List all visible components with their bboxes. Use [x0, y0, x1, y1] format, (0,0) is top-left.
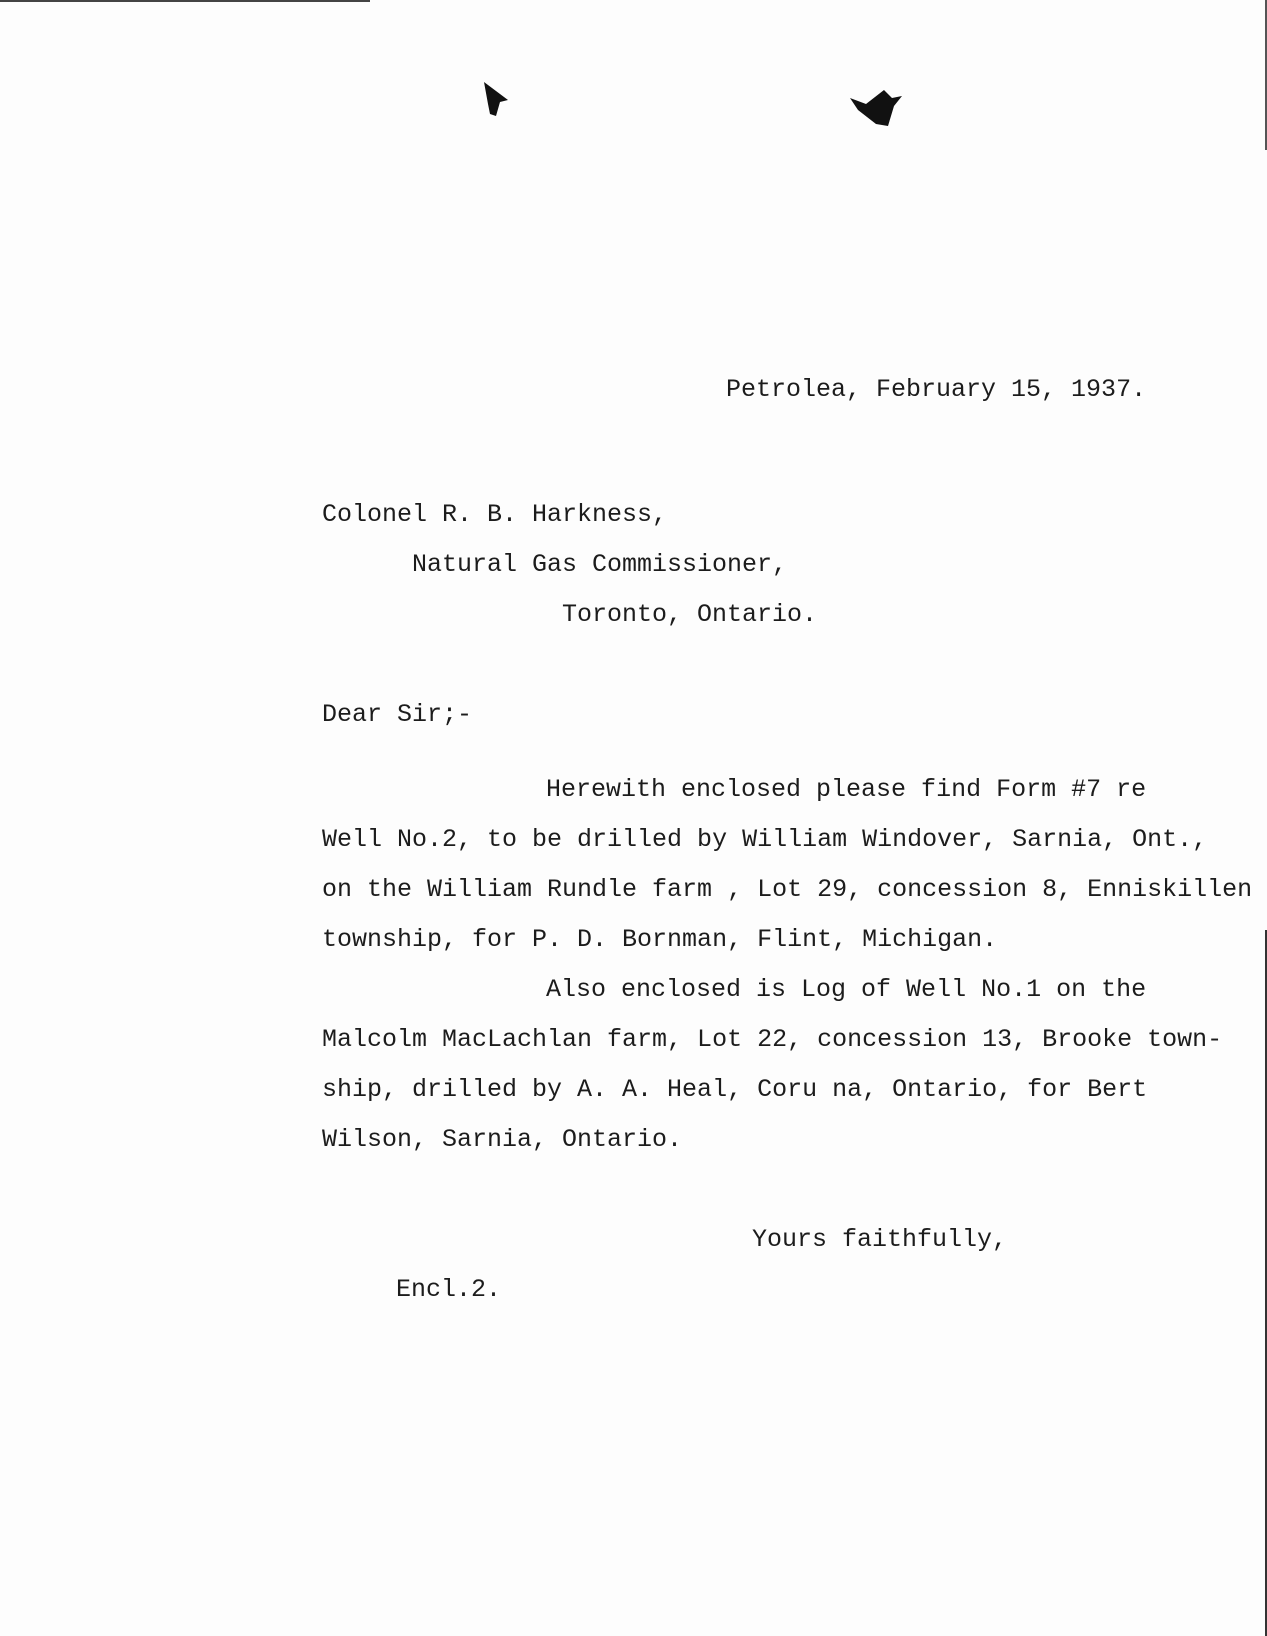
punch-mark-left-icon	[478, 80, 514, 120]
recipient-title: Natural Gas Commissioner,	[412, 550, 788, 579]
recipient-location: Toronto, Ontario.	[562, 600, 818, 629]
body-line-1: Herewith enclosed please find Form #7 re	[546, 775, 1147, 804]
scan-edge-top	[0, 0, 370, 2]
salutation: Dear Sir;-	[322, 700, 473, 729]
recipient-name: Colonel R. B. Harkness,	[322, 500, 668, 529]
body-line-4: township, for P. D. Bornman, Flint, Michigan.	[322, 925, 998, 954]
body-line-5: Also enclosed is Log of Well No.1 on the	[546, 975, 1147, 1004]
body-line-7: ship, drilled by A. A. Heal, Coru na, Ontario, for Bert	[322, 1075, 1148, 1104]
closing: Yours faithfully,	[752, 1225, 1008, 1254]
body-line-3: on the William Rundle farm , Lot 29, concession 8, Enniskillen	[322, 875, 1253, 904]
body-line-8: Wilson, Sarnia, Ontario.	[322, 1125, 683, 1154]
body-line-2: Well No.2, to be drilled by William Windover, Sarnia, Ont.,	[322, 825, 1208, 854]
date-line: Petrolea, February 15, 1937.	[726, 375, 1147, 404]
enclosure-note: Encl.2.	[396, 1275, 502, 1304]
body-line-6: Malcolm MacLachlan farm, Lot 22, concession 13, Brooke town-	[322, 1025, 1223, 1054]
punch-mark-right-icon	[848, 86, 906, 130]
